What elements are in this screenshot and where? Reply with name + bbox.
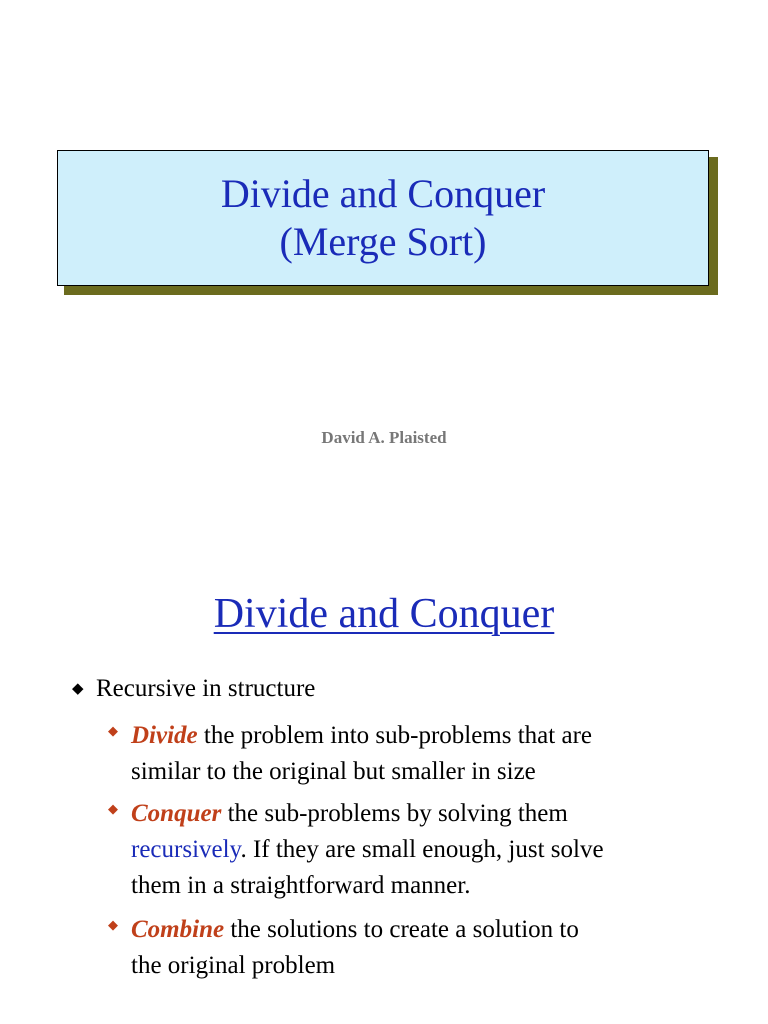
author-name: David A. Plaisted [321, 428, 447, 447]
sub-bullet-body [131, 718, 731, 790]
keyword-combine: Combine [131, 916, 225, 943]
sub-bullet-text: the problem into sub-problems that are [197, 722, 592, 749]
diamond-bullet-icon: ◆ [72, 681, 84, 697]
keyword-conquer: Conquer [131, 800, 222, 827]
sub-bullet-body [131, 796, 731, 904]
title-line-2: (Merge Sort) [279, 219, 487, 264]
sub-bullet-text: the solutions to create a solution to [224, 916, 579, 943]
title-line-1: Divide and Conquer [220, 171, 546, 216]
sub-bullet-text: similar to the original but smaller in size [131, 758, 536, 785]
keyword-divide: Divide [131, 722, 198, 749]
sub-bullet-text: . If they are small enough, just solve [240, 836, 604, 863]
recursively-text: recursively [131, 836, 241, 863]
bullet-text: Recursive in structure [96, 675, 316, 702]
content-slide [0, 530, 768, 1024]
sub-bullet-text: them in a straightforward manner. [131, 872, 471, 899]
diamond-bullet-icon: ◆ [108, 723, 118, 738]
slide-title: Divide and Conquer [213, 591, 555, 637]
sub-bullet-text: the sub-problems by solving them [221, 800, 568, 827]
diamond-bullet-icon: ◆ [108, 917, 118, 932]
diamond-bullet-icon: ◆ [108, 801, 118, 816]
title-box [57, 150, 709, 286]
sub-bullet-body [131, 912, 731, 984]
sub-bullet-text: the original problem [131, 952, 336, 979]
